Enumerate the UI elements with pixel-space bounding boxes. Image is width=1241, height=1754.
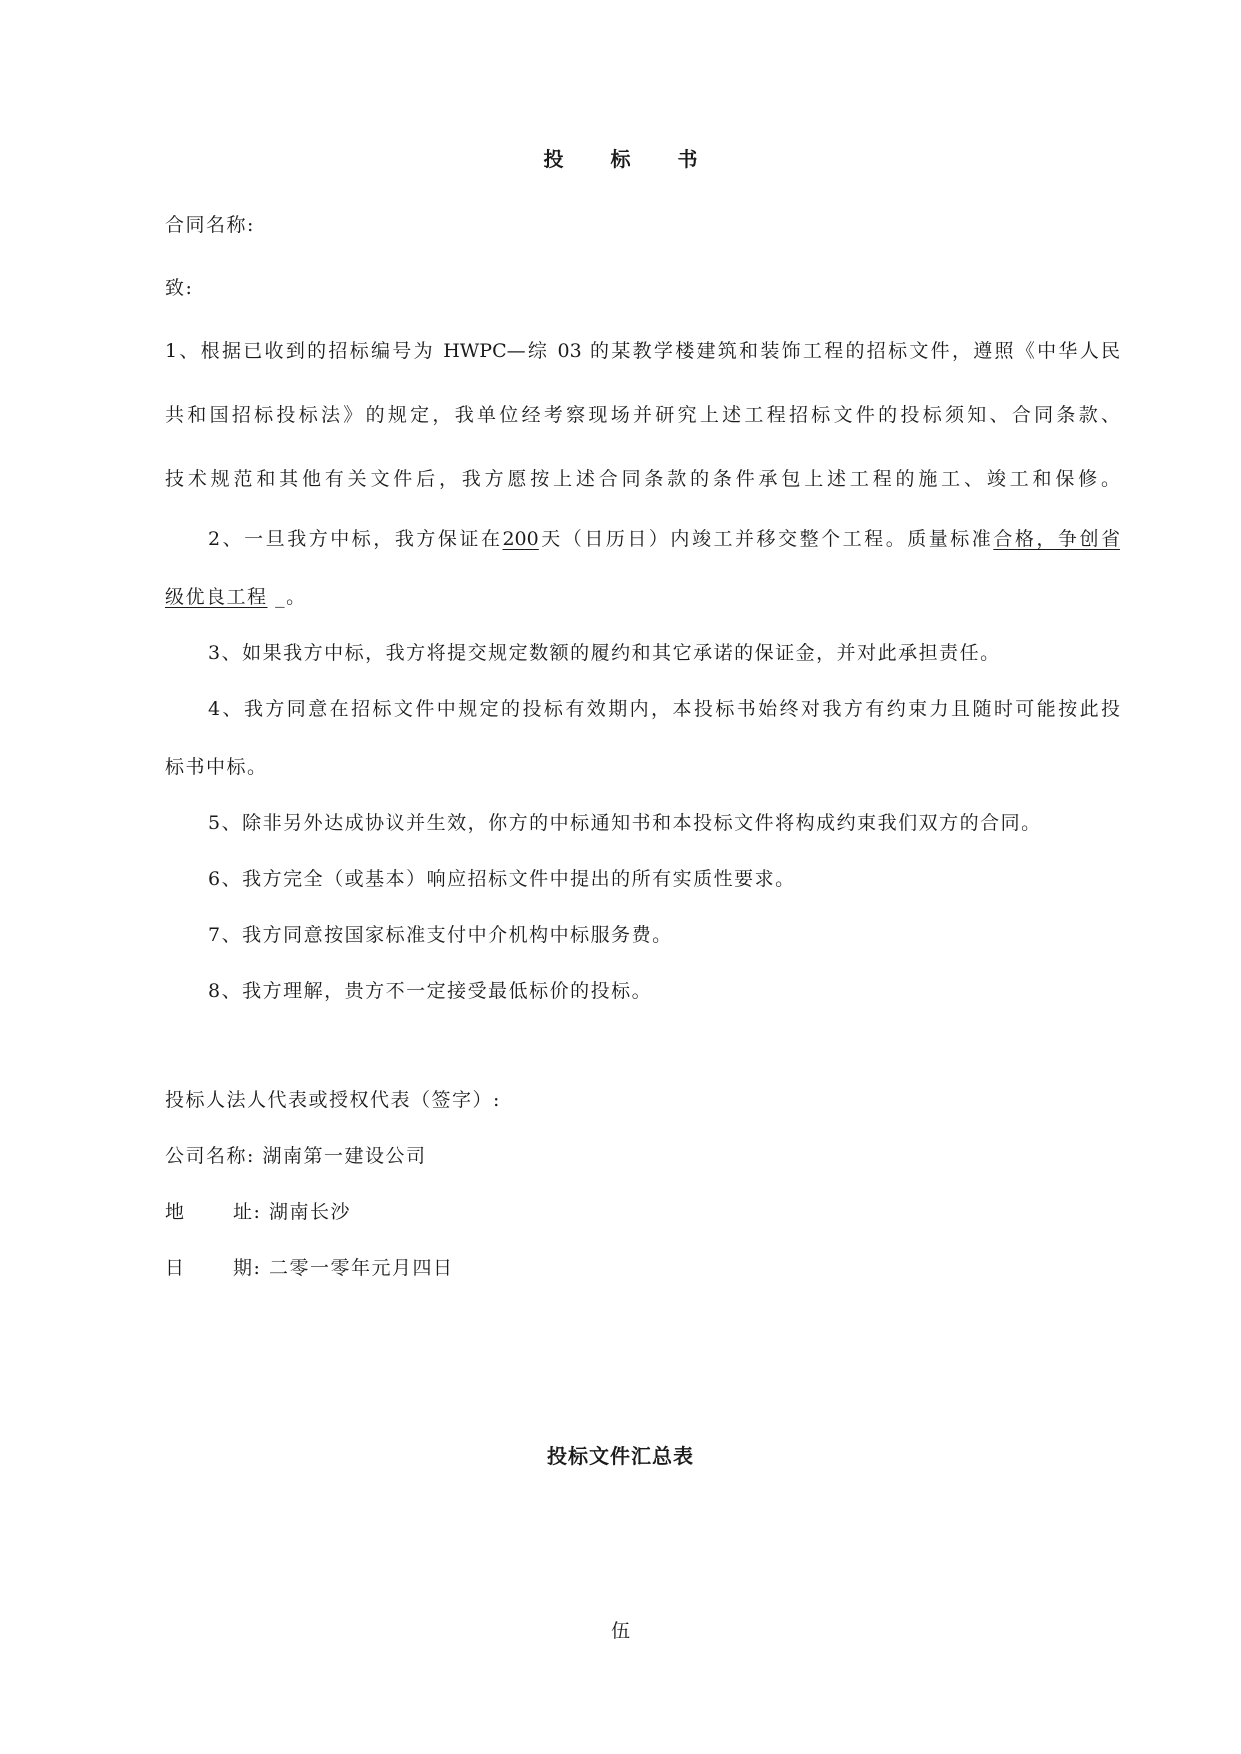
- address-label-a: 地: [165, 1201, 186, 1223]
- page-title: 投 标 书: [543, 147, 718, 171]
- item-2-line-1: [208, 524, 1120, 551]
- item-4-line-1: 4、我方同意在招标文件中规定的投标有效期内，本投标书始终对我方有约束力且随时可能按此投: [208, 698, 1120, 720]
- item-1-line-2: 共和国招标投标法》的规定，我单位经考察现场并研究上述工程招标文件的投标须知、合同条款、: [165, 404, 1120, 426]
- item-1-line-3: 技术规范和其他有关文件后，我方愿按上述合同条款的条件承包上述工程的施工、竣工和保修。: [165, 468, 1120, 490]
- item-2-prefix: 2、一旦我方中标，我方保证在: [208, 528, 503, 550]
- address-row: [165, 1197, 351, 1224]
- item-7: 7、我方同意按国家标准支付中介机构中标服务费。: [208, 924, 673, 946]
- date-label-a: 日: [165, 1257, 186, 1279]
- item-8: 8、我方理解，贵方不一定接受最低标价的投标。: [208, 980, 653, 1002]
- item-2-line-2: [165, 582, 307, 609]
- date-label-b: 期:: [233, 1257, 262, 1279]
- item-2-middle: 天（日历日）内竣工并移交整个工程。质量标准: [538, 528, 994, 550]
- signature-label: 投标人法人代表或授权代表（签字）:: [165, 1089, 501, 1111]
- item-3: 3、如果我方中标，我方将提交规定数额的履约和其它承诺的保证金，并对此承担责任。: [208, 642, 1001, 664]
- page-number: 伍: [610, 1620, 630, 1642]
- item-4-line-2: 标书中标。: [165, 756, 268, 778]
- address-label-b: 址:: [233, 1201, 262, 1223]
- quality-standard-part-1: 合格，争创省: [993, 528, 1120, 550]
- date-value: 二零一零年元月四日: [268, 1257, 454, 1279]
- company-value: 湖南第一建设公司: [262, 1145, 427, 1167]
- item-6: 6、我方完全（或基本）响应招标文件中提出的所有实质性要求。: [208, 868, 796, 890]
- company-row: [165, 1141, 426, 1168]
- summary-table-title: 投标文件汇总表: [547, 1444, 694, 1468]
- addressee-label: 致:: [165, 277, 194, 299]
- completion-days: 200: [502, 528, 539, 550]
- item-2-suffix: _。: [275, 586, 307, 608]
- item-5: 5、除非另外达成协议并生效，你方的中标通知书和本投标文件将构成约束我们双方的合同。: [208, 812, 1042, 834]
- address-value: 湖南长沙: [268, 1201, 351, 1223]
- date-row: [165, 1253, 453, 1280]
- quality-standard-part-2: 级优良工程: [165, 586, 268, 608]
- item-1-line-1: 1、根据已收到的招标编号为 HWPC—综 03 的某教学楼建筑和装饰工程的招标文件，遵照《中华人民: [165, 340, 1120, 362]
- contract-name-label: 合同名称:: [165, 214, 255, 236]
- company-label: 公司名称:: [165, 1145, 255, 1167]
